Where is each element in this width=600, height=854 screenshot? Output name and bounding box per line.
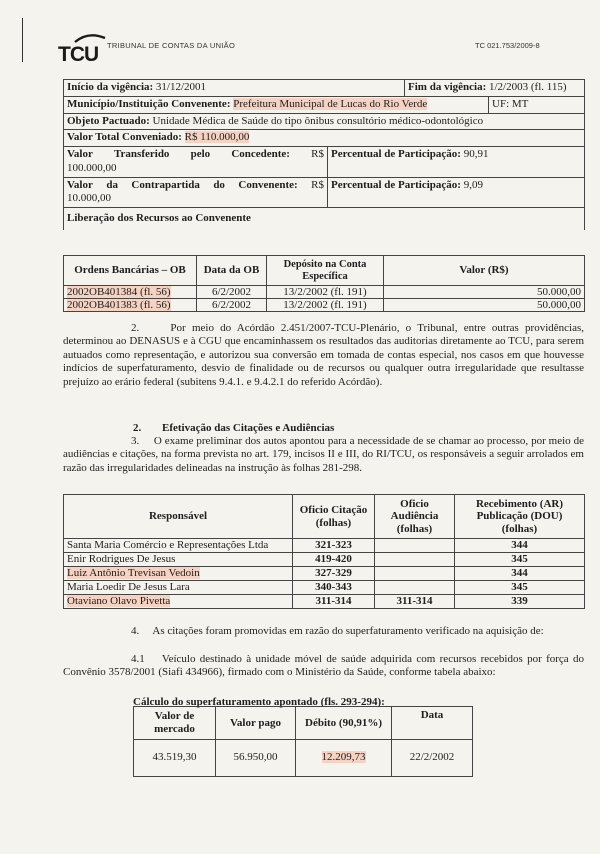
margin-mark	[22, 18, 23, 62]
table-cell: 50.000,00	[384, 286, 585, 299]
table-cell: 6/2/2002	[197, 299, 267, 312]
column-header: Valor (R$)	[384, 256, 585, 286]
logo-text: TCU	[58, 43, 99, 66]
table-row	[64, 581, 585, 595]
table-cell: 345	[455, 581, 585, 595]
column-header: Ordens Bancárias – OB	[64, 256, 197, 286]
ob-number: 2002OB401384 (fl. 56)	[67, 286, 171, 298]
table-header-row	[134, 707, 473, 740]
table-row	[64, 595, 585, 609]
debito-value: 12.209,73	[321, 751, 366, 764]
column-header: Débito (90,91%)	[296, 707, 392, 740]
table-cell: 345	[455, 553, 585, 567]
table-row	[64, 299, 585, 312]
table-header-row	[64, 256, 585, 286]
superfaturamento-table	[133, 706, 473, 777]
transferido-cell	[64, 147, 328, 178]
table-cell: 13/2/2002 (fl. 191)	[267, 299, 384, 312]
perc-concedente-value: 90,91	[463, 148, 489, 160]
table-row	[64, 553, 585, 567]
responsavel-name: Otaviano Olavo Pivetta	[67, 595, 171, 607]
table-cell	[375, 567, 455, 581]
word: Contrapartida	[131, 178, 200, 191]
paragraph-2: 2. Por meio do Acórdão 2.451/2007-TCU-Plenário, o Tribunal, entre outras providências, determinou ao DENASUS e à CGU que encaminhassem os resultados das auditorias diretamente ao TCU, para serem autuados como representação, e autorizou sua conversão em tomada de contas especial, nos casos em que houvesse indícios de superfaturamento, desvio de finalidade ou de recursos ou qualquer outra irregularidade que resultasse prejuízo ao erário federal (subitens 9.4.1. e 9.4.2.1 do referido Acórdão).	[63, 322, 584, 388]
table-row	[64, 286, 585, 299]
perc-convenente-label: Percentual de Participação:	[331, 178, 461, 191]
paragraph-4-1: 4.1 Veículo destinado à unidade móvel de saúde adquirida com recursos recebidos por força do Convênio 3578/2001 (Siafi 434966), firmado com o Ministério da Saúde, conforme tabela abaixo:	[63, 653, 584, 679]
table-cell	[375, 581, 455, 595]
vigencia-inicio-label: Início da vigência:	[67, 81, 154, 93]
uf-value: UF: MT	[492, 97, 529, 110]
process-number: TC 021.753/2009-8	[475, 41, 540, 50]
table-cell: 50.000,00	[384, 299, 585, 312]
table-cell: 13/2/2002 (fl. 191)	[267, 286, 384, 299]
column-header: Responsável	[64, 495, 293, 539]
responsavel-name: Maria Loedir De Jesus Lara	[64, 581, 293, 595]
valor-total-cell	[64, 130, 585, 147]
paragraph-4: 4. As citações foram promovidas em razão do superfaturamento verificado na aquisição de:	[131, 625, 544, 637]
table-cell	[64, 299, 197, 312]
table-cell: 22/2/2002	[392, 740, 473, 777]
ob-number: 2002OB401383 (fl. 56)	[67, 299, 171, 311]
contrapartida-label	[67, 179, 324, 193]
contrapartida-row	[64, 177, 585, 208]
column-header: Depósito na Conta Específica	[267, 256, 384, 286]
perc-convenente-cell	[328, 177, 585, 208]
perc-concedente-cell	[328, 147, 585, 178]
transferido-value: 100.000,00	[67, 161, 117, 174]
objeto-value: Unidade Médica de Saúde do tipo ônibus consultório médico-odontológico	[152, 114, 484, 127]
table-row	[64, 539, 585, 553]
column-header: Data	[392, 707, 473, 740]
objeto-cell	[64, 113, 585, 130]
liberacao-label: Liberação dos Recursos ao Convenente	[67, 212, 251, 224]
calc-table-title: Cálculo do superfaturamento apontado (fls. 293-294):	[133, 696, 385, 708]
word: Concedente:	[231, 148, 290, 160]
currency: R$	[311, 178, 324, 191]
section-title: Efetivação das Citações e Audiências	[162, 422, 335, 434]
word: pelo	[190, 148, 211, 160]
table-cell	[375, 539, 455, 553]
paragraph-3: 3. O exame preliminar dos autos apontou para a necessidade de se chamar ao processo, por meio de audiências e citações, na forma prevista no art. 179, incisos II e III, do RI/TCU, os responsáveis a seguir arrolados em razão das irregularidades delineadas na instrução às folhas 281-298.	[63, 435, 584, 474]
table-cell	[375, 553, 455, 567]
table-cell: 327-329	[293, 567, 375, 581]
column-header: Data da OB	[197, 256, 267, 286]
table-header-row	[64, 495, 585, 539]
table-row	[64, 567, 585, 581]
table-cell: 340-343	[293, 581, 375, 595]
word: Transferido	[114, 148, 170, 160]
municipio-value: Prefeitura Municipal de Lucas do Rio Verde	[233, 97, 428, 110]
valor-total-value: R$ 110.000,00	[184, 131, 250, 144]
contrapartida-value: 10.000,00	[67, 192, 111, 205]
section-number: 2.	[133, 422, 142, 434]
column-header: Valor pago	[216, 707, 296, 740]
column-header: Valor de mercado	[134, 707, 216, 740]
vigencia-row	[64, 80, 585, 97]
tcu-logo	[58, 42, 98, 68]
table-cell: 43.519,30	[134, 740, 216, 777]
objeto-row	[64, 113, 585, 130]
perc-convenente-value: 9,09	[463, 178, 483, 191]
transferido-row	[64, 147, 585, 178]
table-cell: 339	[455, 595, 585, 609]
table-cell: 344	[455, 539, 585, 553]
table-cell: 311-314	[293, 595, 375, 609]
organization-name: TRIBUNAL DE CONTAS DA UNIÃO	[107, 41, 236, 50]
vigencia-fim-label: Fim da vigência:	[408, 81, 487, 93]
valor-total-label: Valor Total Conveniado:	[67, 131, 182, 144]
table-cell: 419-420	[293, 553, 375, 567]
column-header: Recebimento (AR) Publicação (DOU) (folhas)	[455, 495, 585, 539]
municipio-row	[64, 96, 585, 113]
contrapartida-cell	[64, 177, 328, 208]
vigencia-inicio-value: 31/12/2001	[155, 81, 207, 93]
municipio-cell	[64, 96, 489, 113]
table-row	[134, 740, 473, 777]
word: da	[106, 178, 118, 191]
table-cell	[296, 740, 392, 777]
table-cell: 311-314	[375, 595, 455, 609]
ordens-bancarias-table	[63, 255, 585, 312]
word: Valor	[67, 148, 93, 160]
table-cell: 56.950,00	[216, 740, 296, 777]
vigencia-fim-cell	[405, 80, 585, 97]
objeto-label: Objeto Pactuado:	[67, 114, 150, 127]
vigencia-inicio-cell	[64, 80, 405, 97]
column-header: Oficio Audiência (folhas)	[375, 495, 455, 539]
liberacao-cell	[64, 208, 585, 230]
table-cell: 321-323	[293, 539, 375, 553]
table-cell: 344	[455, 567, 585, 581]
word: Convenente:	[238, 178, 298, 191]
uf-cell	[489, 96, 585, 113]
table-cell	[64, 595, 293, 609]
municipio-label: Município/Instituição Convenente:	[67, 97, 231, 110]
perc-concedente-label: Percentual de Participação:	[331, 148, 461, 160]
vigencia-fim-value: 1/2/2003 (fl. 115)	[489, 81, 567, 93]
column-header: Oficio Citação (folhas)	[293, 495, 375, 539]
responsaveis-table	[63, 494, 585, 609]
convenio-info-table	[63, 79, 585, 230]
table-cell	[64, 286, 197, 299]
responsavel-name: Luiz Antônio Trevisan Vedoin	[67, 567, 200, 579]
responsavel-name: Santa Maria Comércio e Representações Ltda	[64, 539, 293, 553]
transferido-label	[67, 148, 324, 162]
valor-total-row	[64, 130, 585, 147]
word: Valor	[67, 178, 93, 191]
word: do	[213, 178, 225, 191]
liberacao-row	[64, 208, 585, 230]
table-cell	[64, 567, 293, 581]
currency: R$	[311, 148, 324, 160]
responsavel-name: Enir Rodrigues De Jesus	[64, 553, 293, 567]
table-cell: 6/2/2002	[197, 286, 267, 299]
